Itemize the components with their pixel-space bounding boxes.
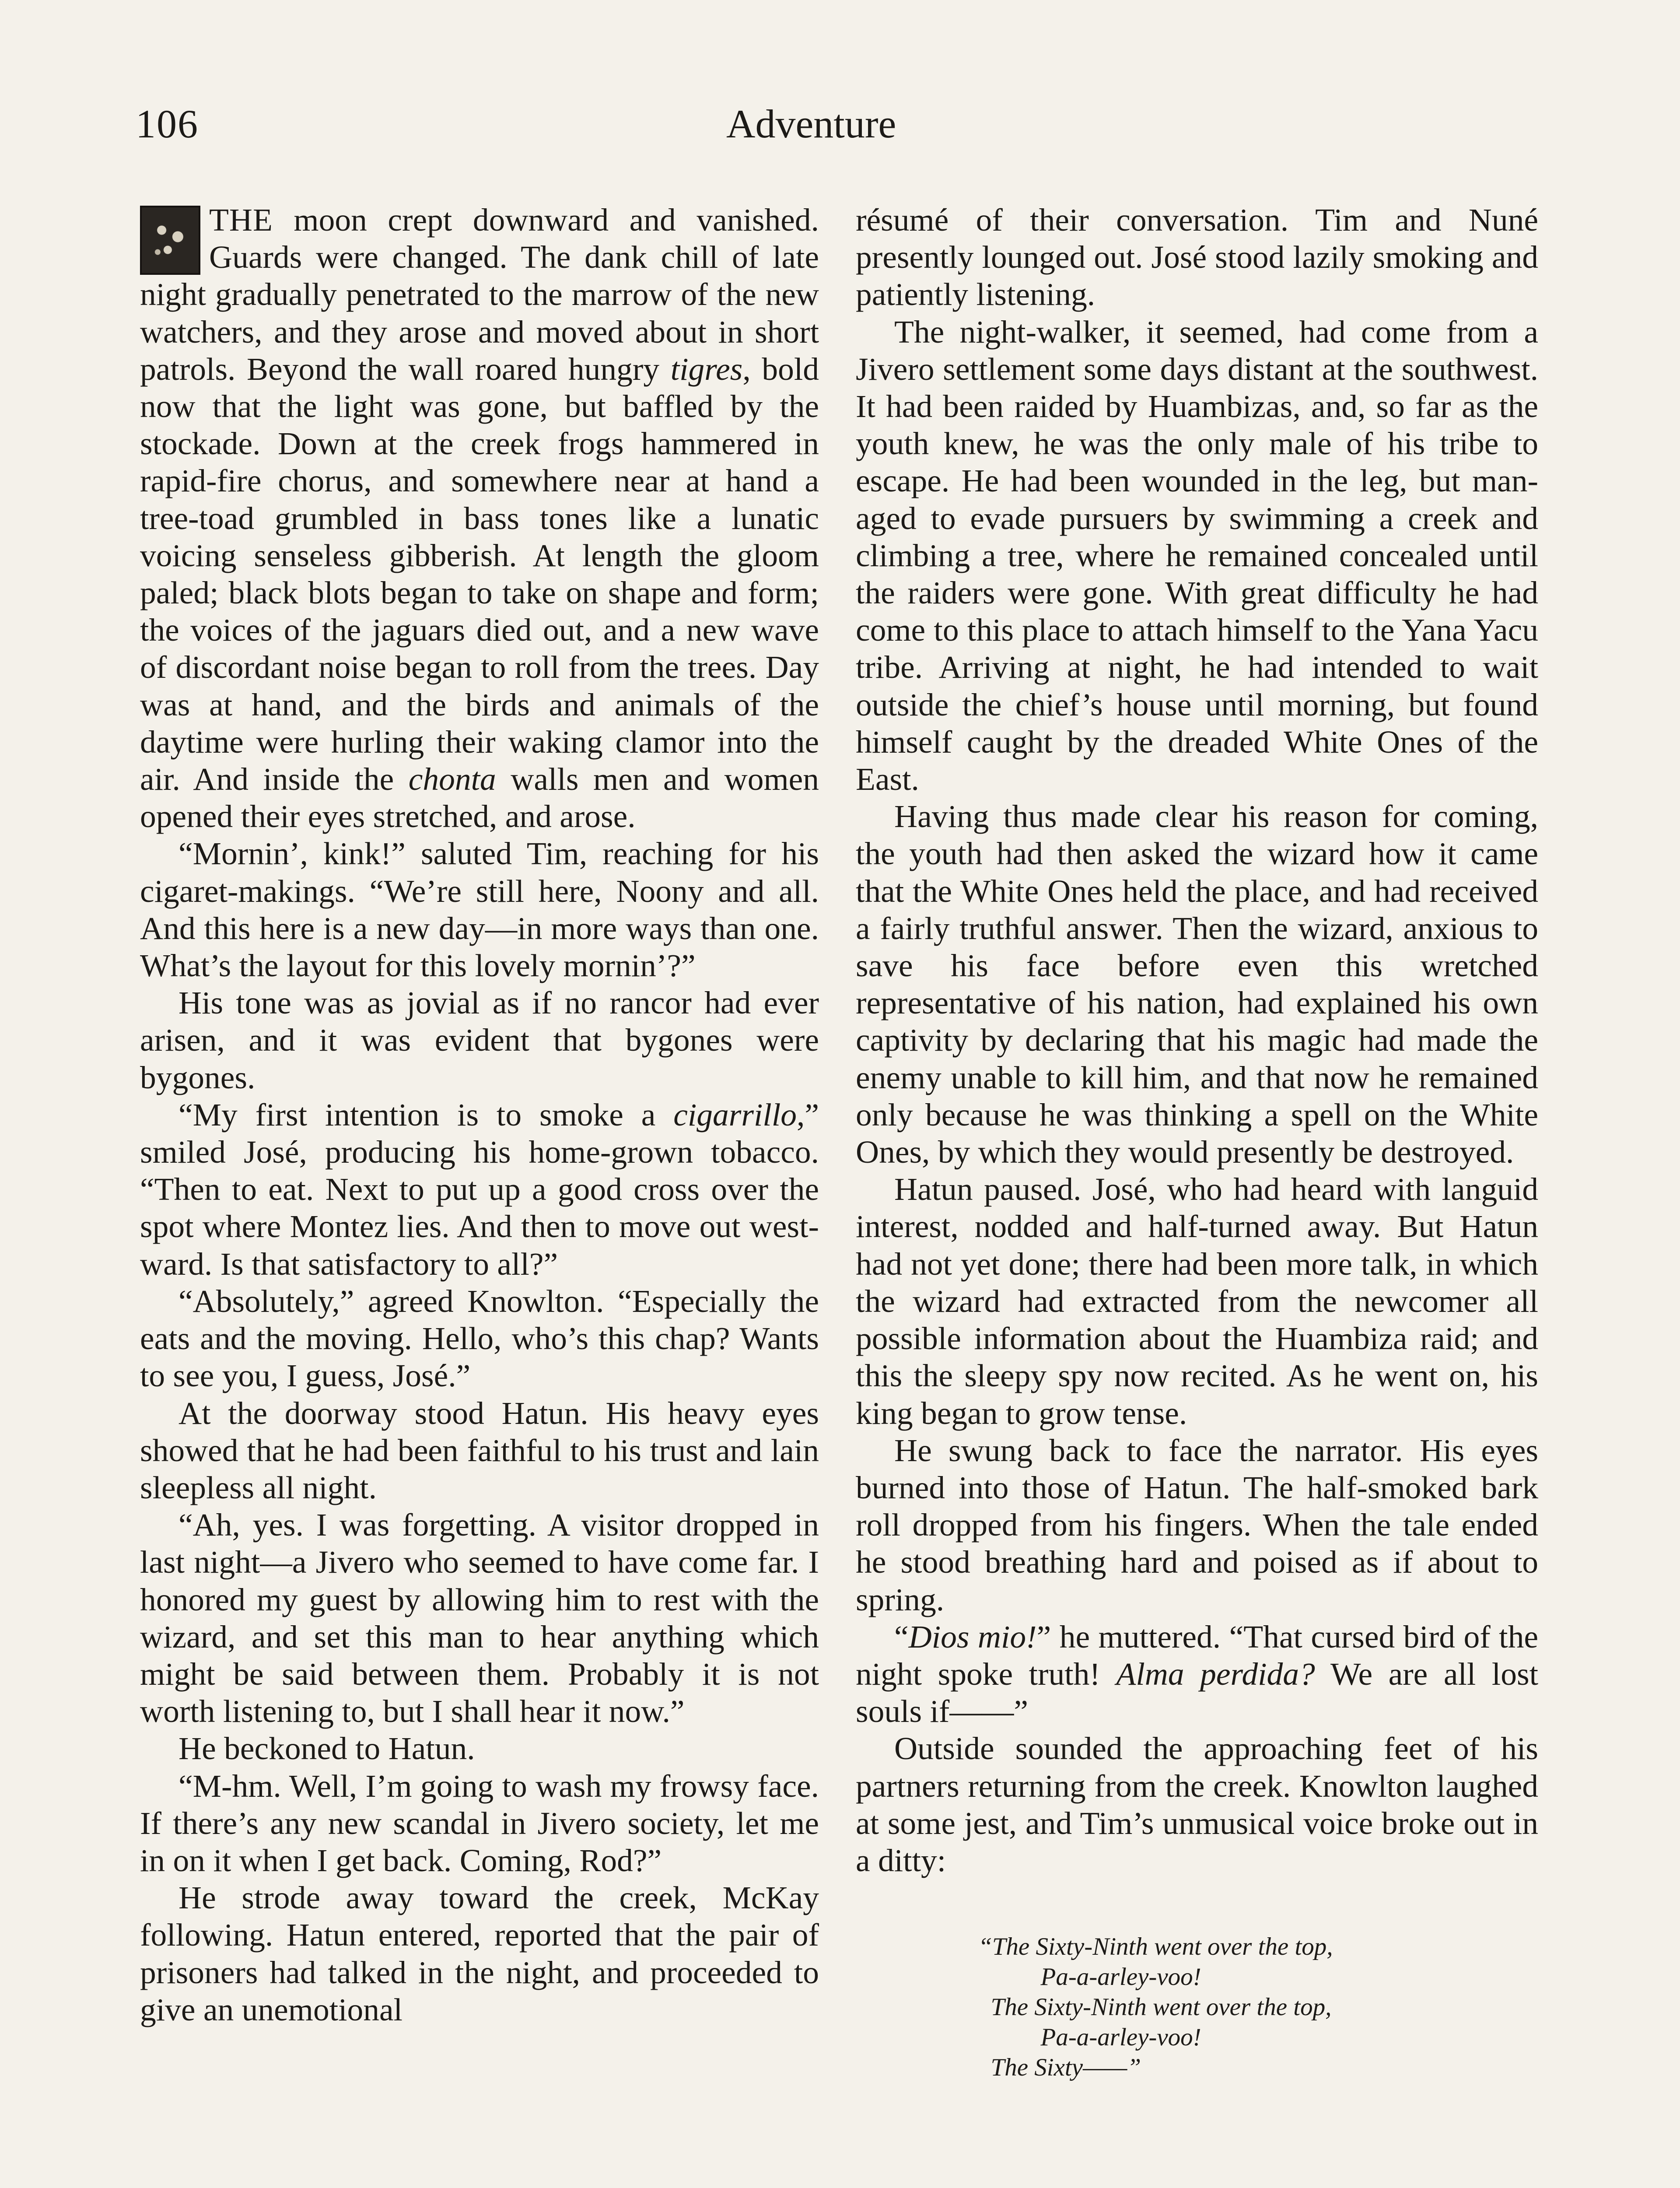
- paragraph-text: We are all lost souls if——”: [856, 1656, 1538, 1729]
- paragraph-text: “My first intention is to smoke a: [178, 1097, 674, 1133]
- paragraph: [856, 1618, 1538, 1730]
- italic-word: Dios mio!: [908, 1619, 1037, 1655]
- paragraph: résumé of their conversation. Tim and Nuné presently lounged out. José stood lazily smoking and patiently listening.: [856, 202, 1538, 312]
- italic-word: chonta: [408, 761, 496, 797]
- paragraph: He swung back to face the narrator. His eyes burned into those of Hatun. The half-smoked bark roll dropped from his fingers. When the tale ended he stood breathing hard and poised as if about to spring.: [856, 1432, 1538, 1617]
- ornamental-dropcap-icon: [140, 206, 200, 275]
- paragraph-text: , bold now that the light was gone, but baffled by the stockade. Down at the creek frogs hammered in rapid-fire chorus, and somewhere near at hand a tree-toad grumbled in bass tones like a lunatic voicing senseless gibberish. At length the gloom paled; black blots began to take on shape and form; the voices of the jaguars died out, and a new wave of discordant noise began to roll from the trees. Day was at hand, and the birds and animals of the daytime were hurling their waking clamor into the air. And inside the: [140, 351, 819, 797]
- left-column: [140, 201, 819, 2028]
- paragraph: Having thus made clear his reason for coming, the youth had then asked the wizard how it came that the White Ones held the place, and had received a fairly truthful answer. Then the wizard, anxious to save his face before even this wretched representative of his nation, had explained his own captivity by declaring that his magic had made the enemy unable to kill him, and that now he remained only because he was thinking a spell on the White Ones, by which they would presently be destroyed.: [856, 799, 1538, 1170]
- paragraph: “Ah, yes. I was forgetting. A visitor dropped in last night—a Jivero who seemed to have come far. I honored my guest by allowing him to rest with the wizard, and set this man to hear anything which might be said between them. Probably it is not worth listening to, but I shall hear it now.”: [140, 1507, 819, 1729]
- paragraph-text: moon crept downward and vanished. Guards were changed. The dank chill of late night gradually penetrated to the marrow of the new watchers, and they arose and moved about in short patrols. Beyond the wall roared hungry: [140, 202, 819, 387]
- paragraph: Hatun paused. José, who had heard with languid interest, nodded and half-turned away. But Hatun had not yet done; there had been more talk, in which the wizard had extracted from the newcomer all possible information about the Huambiza raid; and this the sleepy spy now recited. As he went on, his king began to grow tense.: [856, 1171, 1538, 1431]
- verse-line: Pa-a-arley-voo!: [978, 2023, 1201, 2051]
- paragraph-text: walls men and women opened their eyes stretched, and arose.: [140, 761, 819, 835]
- paragraph: “Mornin’, kink!” saluted Tim, reaching for his cigaret-makings. “We’re still here, Noony and all. And this here is a new day—in more ways than one. What’s the layout for this lovely mornin’?”: [140, 836, 819, 984]
- italic-word: tigres: [670, 351, 743, 387]
- paragraph: He beckoned to Hatun.: [178, 1731, 475, 1767]
- paragraph: He strode away toward the creek, McKay following. Hatun entered, reported that the pair of prisoners had talked in the night, and proceeded to give an unemotional: [140, 1880, 819, 2027]
- paragraph-text: ,” smiled José, producing his home-grown tobacco. “Then to eat. Next to put up a good cross over the spot where Montez lies. And then to move out westward. Is that satisfactory to all?”: [140, 1097, 819, 1282]
- paragraph-text: ” he muttered. “That cursed bird of the night spoke truth!: [856, 1619, 1538, 1692]
- paragraph: His tone was as jovial as if no rancor had ever arisen, and it was evident that bygones were bygones.: [140, 985, 819, 1095]
- italic-word: Alma perdida?: [1116, 1656, 1315, 1692]
- paragraph: [140, 1096, 819, 1283]
- italic-word: cigarrillo: [673, 1097, 797, 1133]
- verse-line: “The Sixty-Ninth went over the top,: [978, 1933, 1333, 1961]
- paragraph: [140, 201, 819, 835]
- verse-line: The Sixty-Ninth went over the top,: [978, 1993, 1332, 2021]
- paragraph: At the doorway stood Hatun. His heavy eyes showed that he had been faithful to his trust and lain sleepless all night.: [140, 1395, 819, 1505]
- song-verse: [978, 1932, 1538, 2083]
- paragraph: “M-hm. Well, I’m going to wash my frowsy face. If there’s any new scandal in Jivero society, let me in on it when I get back. Coming, Rod?”: [140, 1768, 819, 1878]
- verse-line: The Sixty——”: [978, 2054, 1141, 2082]
- page-number: 106: [136, 102, 199, 146]
- paragraph: Outside sounded the approaching feet of his partners returning from the creek. Knowlton laughed at some jest, and Tim’s unmusical voice broke out in a ditty:: [856, 1731, 1538, 1878]
- paragraph: “Absolutely,” agreed Knowlton. “Especially the eats and the moving. Hello, who’s this chap? Wants to see you, I guess, José.”: [140, 1283, 819, 1394]
- running-head: Adventure: [726, 102, 896, 146]
- page-header: [131, 101, 1549, 162]
- paragraph-lead: THE: [209, 202, 273, 238]
- paragraph-text: “: [894, 1619, 909, 1655]
- verse-line: Pa-a-arley-voo!: [978, 1963, 1201, 1991]
- right-column: [856, 201, 1538, 2083]
- paragraph: The night-walker, it seemed, had come from a Jivero settlement some days distant at the southwest. It had been raided by Huambizas, and, so far as the youth knew, he was the only male of his tribe to escape. He had been wounded in the leg, but managed to evade pursuers by swimming a creek and climbing a tree, where he remained concealed until the raiders were gone. With great difficulty he had come to this place to attach himself to the Yana Yacu tribe. Arriving at night, he had intended to wait outside the chief’s house until morning, but found himself caught by the dreaded White Ones of the East.: [856, 314, 1538, 797]
